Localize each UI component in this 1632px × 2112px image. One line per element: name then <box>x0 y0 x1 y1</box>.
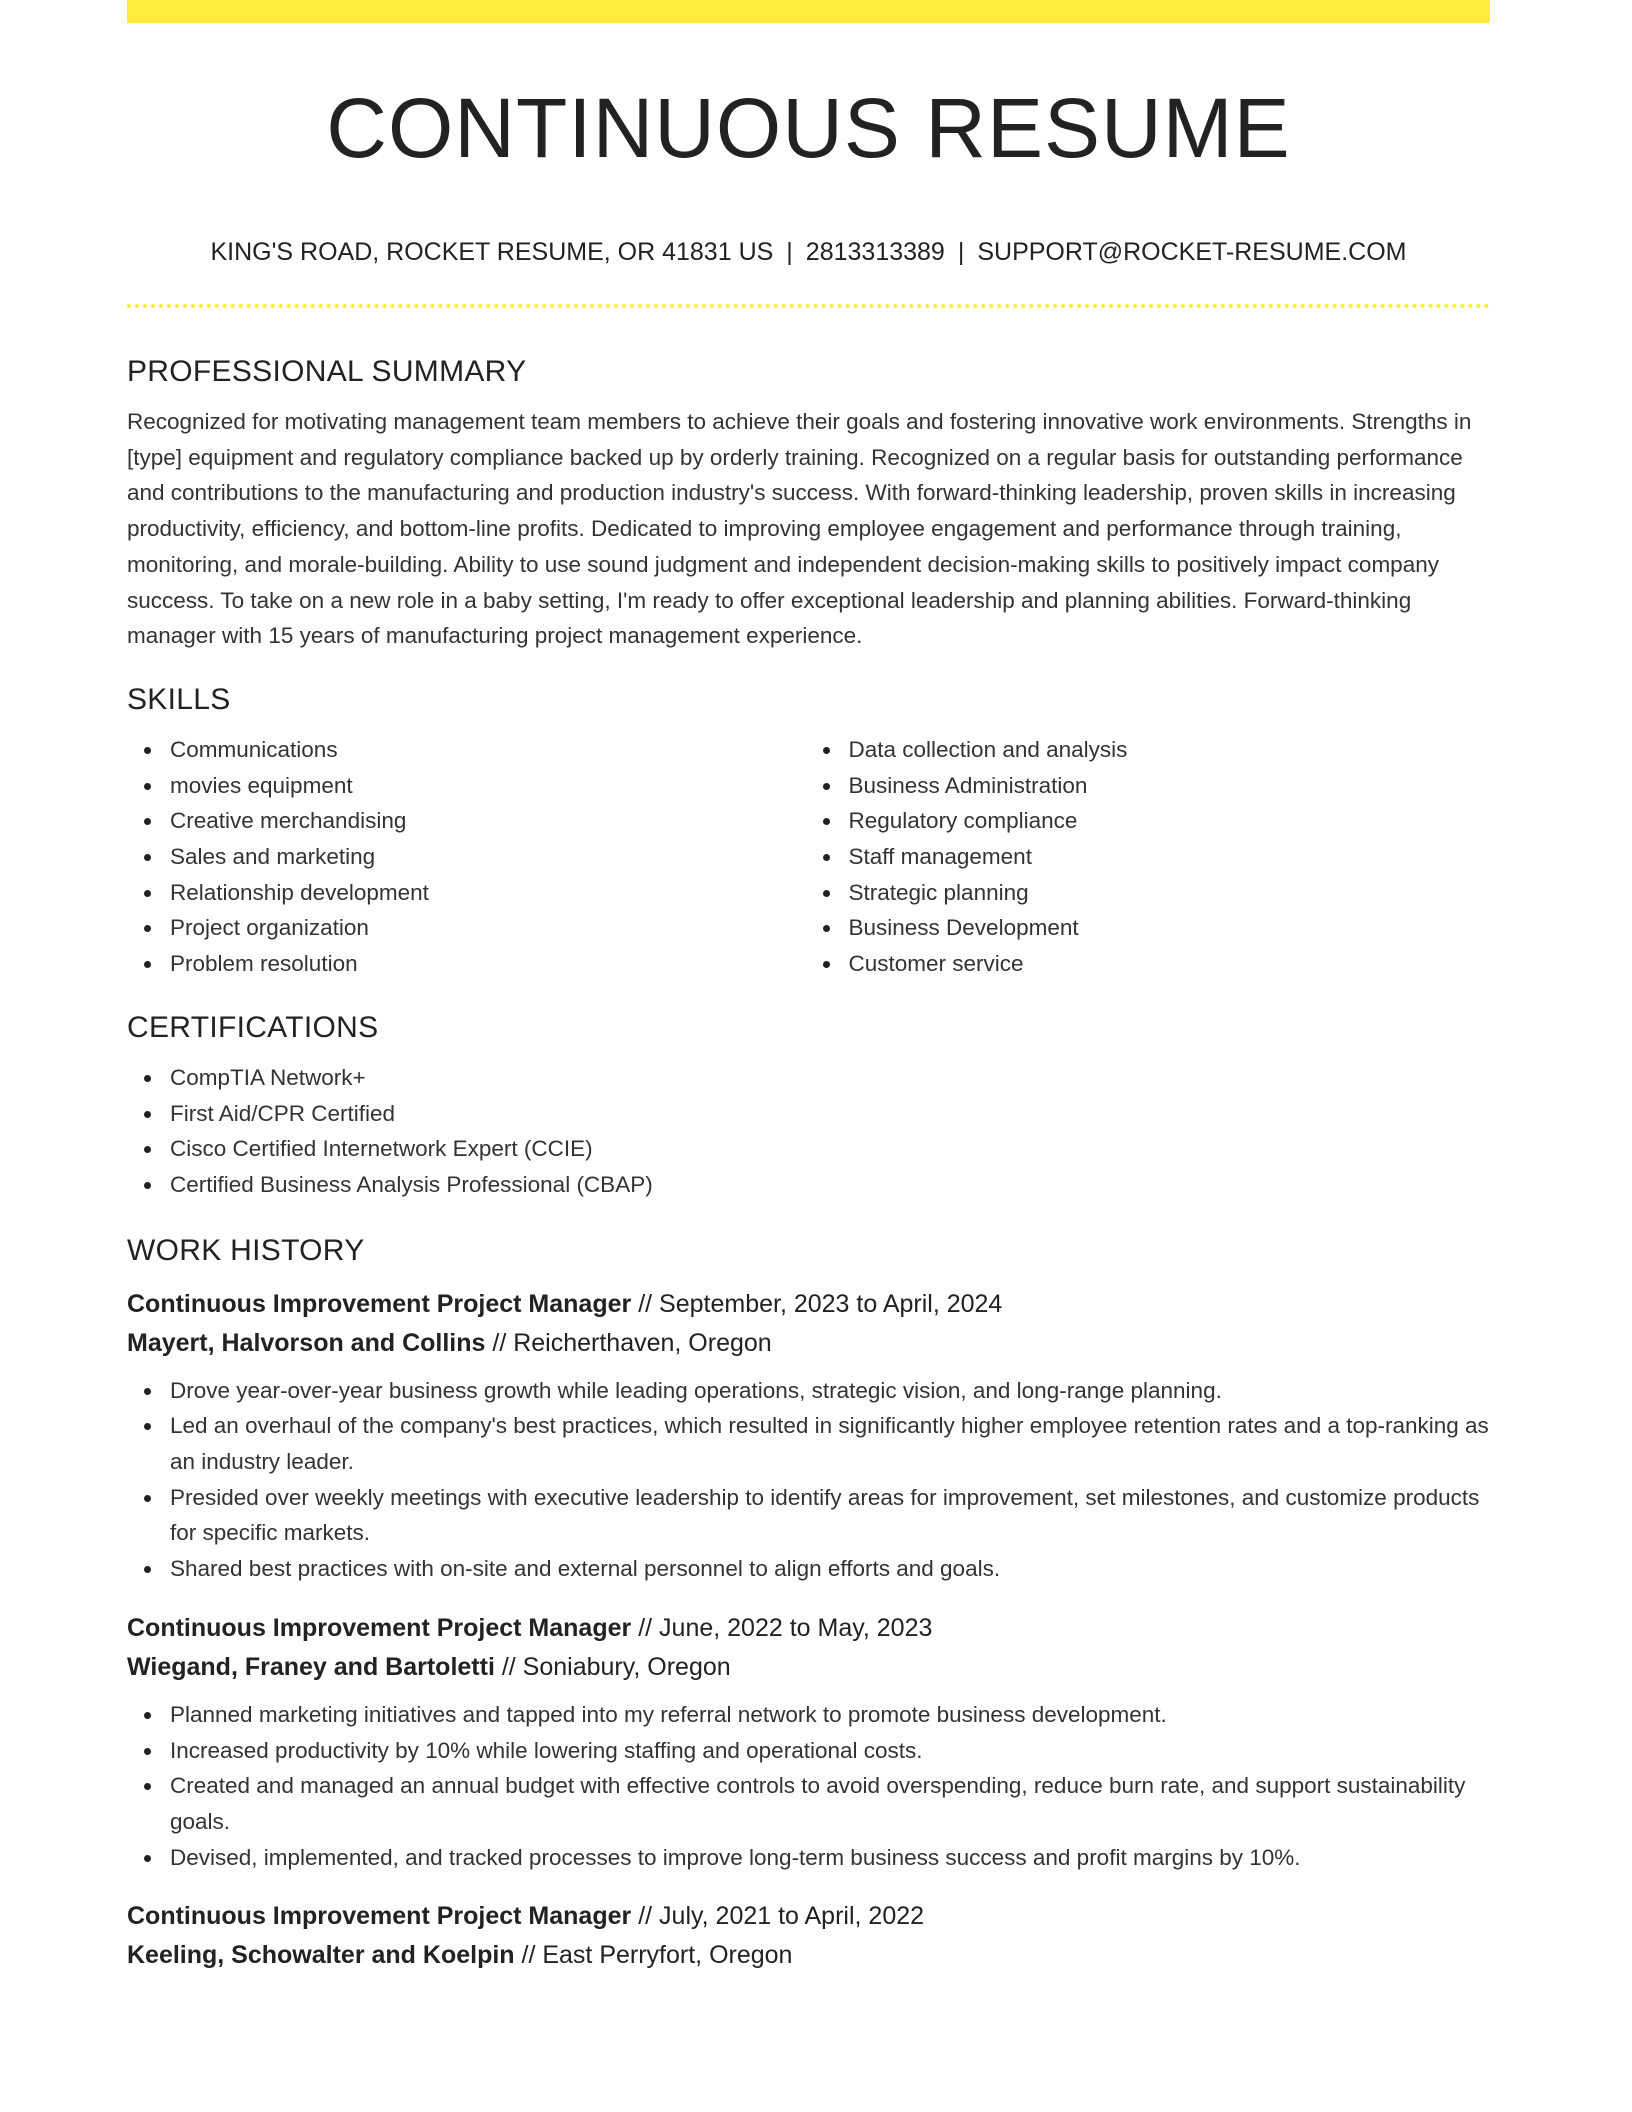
skills-grid <box>127 732 1490 982</box>
skills-list-right <box>809 732 1491 982</box>
skills-title: SKILLS <box>127 682 231 716</box>
contact-email: SUPPORT@ROCKET-RESUME.COM <box>977 238 1407 266</box>
job-bullet: Drove year-over-year business growth while leading operations, strategic vision, and long-range planning. <box>170 1373 1490 1409</box>
job-company-line <box>127 1324 1490 1363</box>
skill-item: Data collection and analysis <box>849 732 1491 768</box>
job-company-line <box>127 1936 1490 1975</box>
job-bullet: Shared best practices with on-site and external personnel to align efforts and goals. <box>170 1551 1490 1587</box>
contact-address: KING'S ROAD, ROCKET RESUME, OR 41831 US <box>210 238 774 266</box>
contact-separator: | <box>786 238 793 266</box>
certification-item: Cisco Certified Internetwork Expert (CCIE) <box>170 1131 1490 1167</box>
resume-body <box>127 348 1490 1975</box>
job-bullet: Devised, implemented, and tracked processes to improve long-term business success and profit margins by 10%. <box>170 1840 1490 1876</box>
skill-item: Business Development <box>849 910 1491 946</box>
skill-item: Strategic planning <box>849 875 1491 911</box>
certification-item: Certified Business Analysis Professional (CBAP) <box>170 1167 1490 1203</box>
job-bullets <box>127 1697 1490 1876</box>
job-bullets <box>127 1373 1490 1587</box>
job-dates: // September, 2023 to April, 2024 <box>638 1289 1003 1318</box>
job-location: // East Perryfort, Oregon <box>521 1941 793 1970</box>
certification-item: CompTIA Network+ <box>170 1060 1490 1096</box>
summary-title: PROFESSIONAL SUMMARY <box>127 355 527 388</box>
skill-item: Communications <box>170 732 809 768</box>
job-entry <box>127 1897 1490 1975</box>
skill-item: Project organization <box>170 910 809 946</box>
skills-list-left <box>127 732 809 982</box>
certifications-title: CERTIFICATIONS <box>127 1010 379 1044</box>
job-company: Mayert, Halvorson and Collins <box>127 1328 486 1357</box>
job-location: // Reicherthaven, Oregon <box>492 1328 772 1357</box>
skill-item: Sales and marketing <box>170 839 809 875</box>
summary-text: Recognized for motivating management team members to achieve their goals and fostering innovative work environments. Strengths in [type] equipment and regulatory compliance backed up by orderly training. Recognized on a regular basis for outstanding performance and contributions to the manufacturing and production industry's success. With forward-thinking leadership, proven skills in increasing productivity, efficiency, and bottom-line profits. Dedicated to improving employee engagement and performance through training, monitoring, and morale-building. Ability to use sound judgment and independent decision-making skills to positively impact company success. To take on a new role in a baby setting, I'm ready to offer exceptional leadership and planning abilities. Forward-thinking manager with 15 years of manufacturing project management experience. <box>127 409 1472 649</box>
skill-item: Business Administration <box>849 768 1491 804</box>
skills-column-left <box>127 732 809 982</box>
resume-name: CONTINUOUS RESUME <box>326 81 1291 175</box>
job-bullet: Increased productivity by 10% while lowering staffing and operational costs. <box>170 1733 1490 1769</box>
job-bullet: Planned marketing initiatives and tapped into my referral network to promote business development. <box>170 1697 1490 1733</box>
skill-item: Relationship development <box>170 875 809 911</box>
work-history-title: WORK HISTORY <box>127 1233 365 1267</box>
job-company: Wiegand, Franey and Bartoletti <box>127 1652 495 1681</box>
job-company-line <box>127 1648 1490 1687</box>
skill-item: Staff management <box>849 839 1491 875</box>
skill-item: Creative merchandising <box>170 803 809 839</box>
job-role-line <box>127 1609 1490 1648</box>
certification-item: First Aid/CPR Certified <box>170 1096 1490 1132</box>
job-role: Continuous Improvement Project Manager <box>127 1289 632 1318</box>
job-bullet: Presided over weekly meetings with executive leadership to identify areas for improvement, set milestones, and customize products for specific markets. <box>170 1480 1490 1551</box>
job-company: Keeling, Schowalter and Koelpin <box>127 1941 515 1970</box>
skill-item: Problem resolution <box>170 946 809 982</box>
job-role-line <box>127 1285 1490 1324</box>
contact-separator: | <box>957 238 965 266</box>
job-location: // Soniabury, Oregon <box>501 1652 731 1681</box>
skills-column-right <box>809 732 1491 982</box>
job-entry <box>127 1285 1490 1587</box>
job-bullet: Led an overhaul of the company's best practices, which resulted in significantly higher employee retention rates and a top-ranking as an industry leader. <box>170 1408 1490 1479</box>
skill-item: Customer service <box>849 946 1491 982</box>
job-dates: // July, 2021 to April, 2022 <box>638 1902 925 1931</box>
certifications-list <box>127 1060 1490 1203</box>
dotted-divider <box>127 304 1490 308</box>
skill-item: movies equipment <box>170 768 809 804</box>
contact-line <box>127 235 1490 269</box>
job-dates: // June, 2022 to May, 2023 <box>638 1613 933 1642</box>
job-bullet: Created and managed an annual budget with effective controls to avoid overspending, reduce burn rate, and support sustainability goals. <box>170 1768 1490 1839</box>
job-role-line <box>127 1897 1490 1936</box>
job-entry <box>127 1609 1490 1876</box>
contact-phone: 2813313389 <box>805 238 945 266</box>
skill-item: Regulatory compliance <box>849 803 1491 839</box>
job-role: Continuous Improvement Project Manager <box>127 1613 632 1642</box>
job-role: Continuous Improvement Project Manager <box>127 1902 632 1931</box>
accent-top-bar <box>127 0 1490 23</box>
